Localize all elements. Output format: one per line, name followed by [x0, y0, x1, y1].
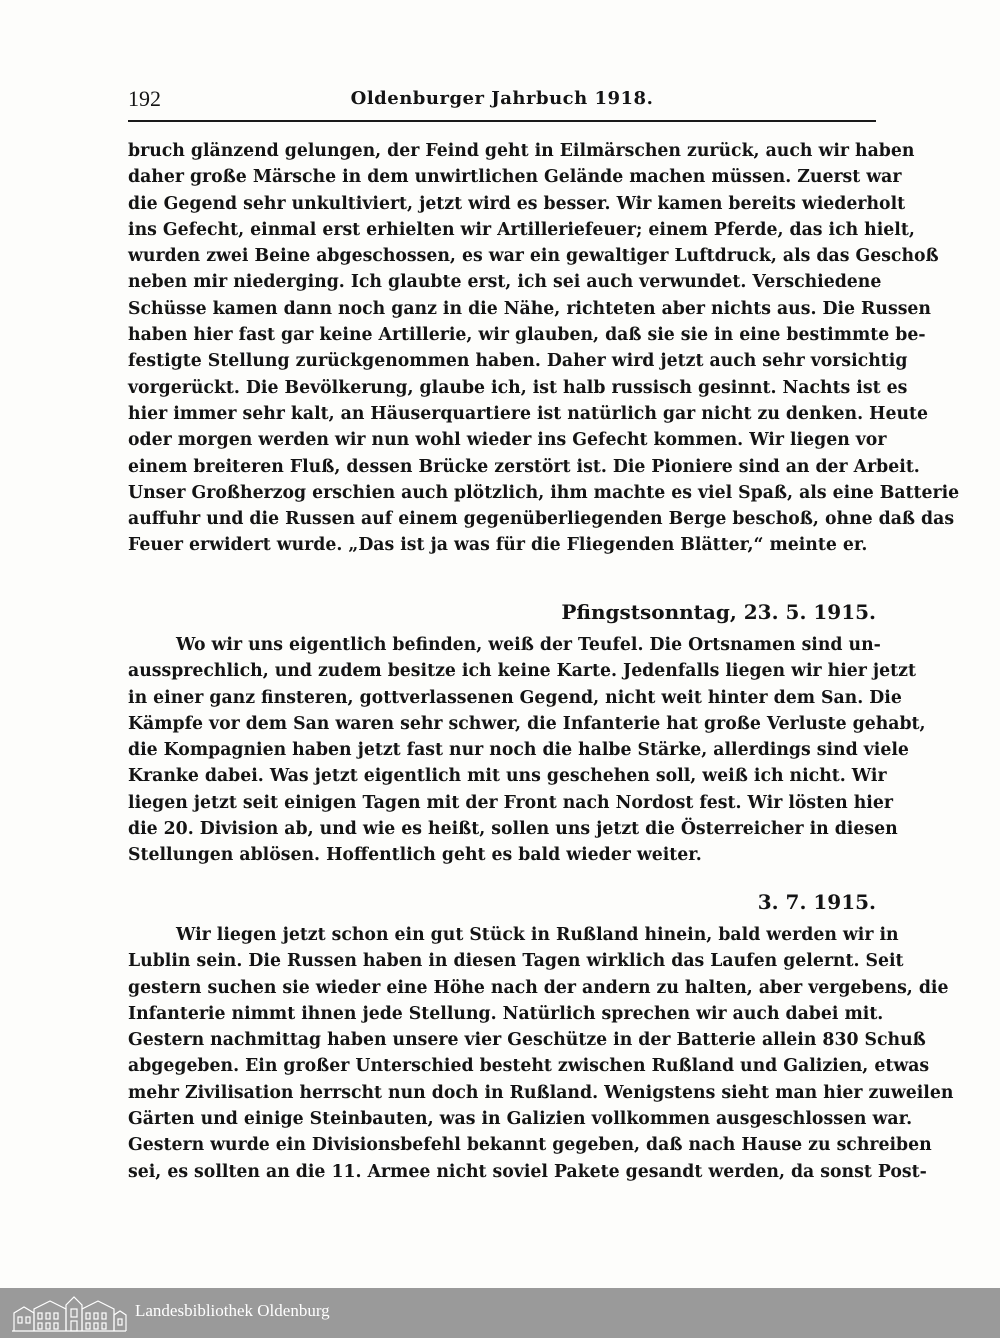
text-line: abgegeben. Ein großer Unterschied besteht zwischen Rußland und Galizien, etwas: [128, 1056, 930, 1077]
library-building-icon: [10, 1293, 128, 1333]
text-line: die 20. Division ab, und wie es heißt, sollen uns jetzt die Österreicher in diesen: [128, 819, 898, 840]
text-line: wurden zwei Beine abgeschossen, es war ein gewaltiger Luftdruck, als das Geschoß: [128, 246, 939, 267]
text-line: Gärten und einige Steinbauten, was in Galizien vollkommen ausgeschlossen war.: [128, 1109, 913, 1130]
text-line: Stellungen ablösen. Hoffentlich geht es bald wieder weiter.: [128, 845, 702, 866]
text-line: Feuer erwidert wurde. „Das ist ja was für die Fliegenden Blätter,“ meinte er.: [128, 535, 868, 556]
entry-date-july: 3. 7. 1915.: [757, 890, 876, 914]
text-line: auffuhr und die Russen auf einem gegenüberliegenden Berge beschoß, ohne daß das: [128, 509, 955, 530]
page-number: 192: [128, 86, 161, 111]
text-line: Kämpfe vor dem San waren sehr schwer, die Infanterie hat große Verluste gehabt,: [128, 713, 926, 734]
library-footer: [0, 1288, 1000, 1338]
text-line: vorgerückt. Die Bevölkerung, glaube ich, ist halb russisch gesinnt. Nachts ist es: [128, 377, 908, 398]
text-line: Gestern wurde ein Divisionsbefehl bekannt gegeben, daß nach Hause zu schreiben: [128, 1135, 932, 1156]
text-line: oder morgen werden wir nun wohl wieder ins Gefecht kommen. Wir liegen vor: [128, 430, 887, 451]
text-line: Unser Großherzog erschien auch plötzlich, ihm machte es viel Spaß, als eine Batterie: [128, 482, 960, 503]
text-line: daher große Märsche in dem unwirtlichen Gelände machen müssen. Zuerst war: [128, 167, 902, 188]
text-line: Infanterie nimmt ihnen jede Stellung. Natürlich sprechen wir auch dabei mit.: [128, 1003, 884, 1024]
page-header: [128, 86, 876, 116]
text-line: Wo wir uns eigentlich befinden, weiß der Teufel. Die Ortsnamen sind un-: [176, 635, 881, 655]
text-line: Gestern nachmittag haben unsere vier Geschütze in der Batterie allein 830 Schuß: [128, 1030, 926, 1051]
text-line: gestern suchen sie wieder eine Höhe nach der andern zu halten, aber vergebens, die: [128, 977, 949, 998]
entry-date-pentecost: Pfingstsonntag, 23. 5. 1915.: [561, 600, 876, 624]
text-line: festigte Stellung zurückgenommen haben. Daher wird jetzt auch sehr vorsichtig: [128, 351, 908, 372]
paragraph-continued: [128, 138, 960, 559]
text-line: aussprechlich, und zudem besitze ich keine Karte. Jedenfalls liegen wir hier jetzt: [128, 661, 916, 682]
diary-entry-pentecost: [128, 632, 926, 869]
text-line: die Kompagnien haben jetzt fast nur noch die halbe Stärke, allerdings sind viele: [128, 740, 909, 761]
text-line: Lublin sein. Die Russen haben in diesen Tagen wirklich das Laufen gelernt. Seit: [128, 951, 904, 972]
text-line: haben hier fast gar keine Artillerie, wir glauben, daß sie sie in eine bestimmte be-: [128, 325, 926, 346]
text-line: Wir liegen jetzt schon ein gut Stück in Rußland hinein, bald werden wir in: [176, 925, 899, 945]
text-line: bruch glänzend gelungen, der Feind geht in Eilmärschen zurück, auch wir haben: [128, 141, 915, 161]
library-name: Landesbibliothek Oldenburg: [135, 1301, 330, 1320]
text-line: sei, es sollten an die 11. Armee nicht soviel Pakete gesandt werden, da sonst Post-: [128, 1161, 927, 1182]
text-line: hier immer sehr kalt, an Häuserquartiere ist natürlich gar nicht zu denken. Heute: [128, 403, 928, 424]
text-line: Schüsse kamen dann noch ganz in die Nähe, richteten aber nichts aus. Die Russen: [128, 298, 931, 319]
header-rule: [128, 120, 876, 122]
text-line: Kranke dabei. Was jetzt eigentlich mit uns geschehen soll, weiß ich nicht. Wir: [128, 766, 887, 787]
text-line: liegen jetzt seit einigen Tagen mit der Front nach Nordost fest. Wir lösten hier: [128, 792, 893, 813]
running-title: Oldenburger Jahrbuch 1918.: [350, 88, 654, 109]
text-line: mehr Zivilisation herrscht nun doch in Rußland. Wenigstens sieht man hier zuweilen: [128, 1082, 954, 1103]
text-line: neben mir niederging. Ich glaubte erst, ich sei auch verwundet. Verschiedene: [128, 272, 882, 293]
diary-entry-july: [128, 922, 954, 1185]
text-line: ins Gefecht, einmal erst erhielten wir Artilleriefeuer; einem Pferde, das ich hielt,: [128, 219, 915, 240]
text-line: in einer ganz finsteren, gottverlassenen Gegend, nicht weit hinter dem San. Die: [128, 687, 902, 708]
text-line: die Gegend sehr unkultiviert, jetzt wird es besser. Wir kamen bereits wiederholt: [128, 193, 906, 214]
text-line: einem breiteren Fluß, dessen Brücke zerstört ist. Die Pioniere sind an der Arbeit.: [128, 456, 920, 477]
